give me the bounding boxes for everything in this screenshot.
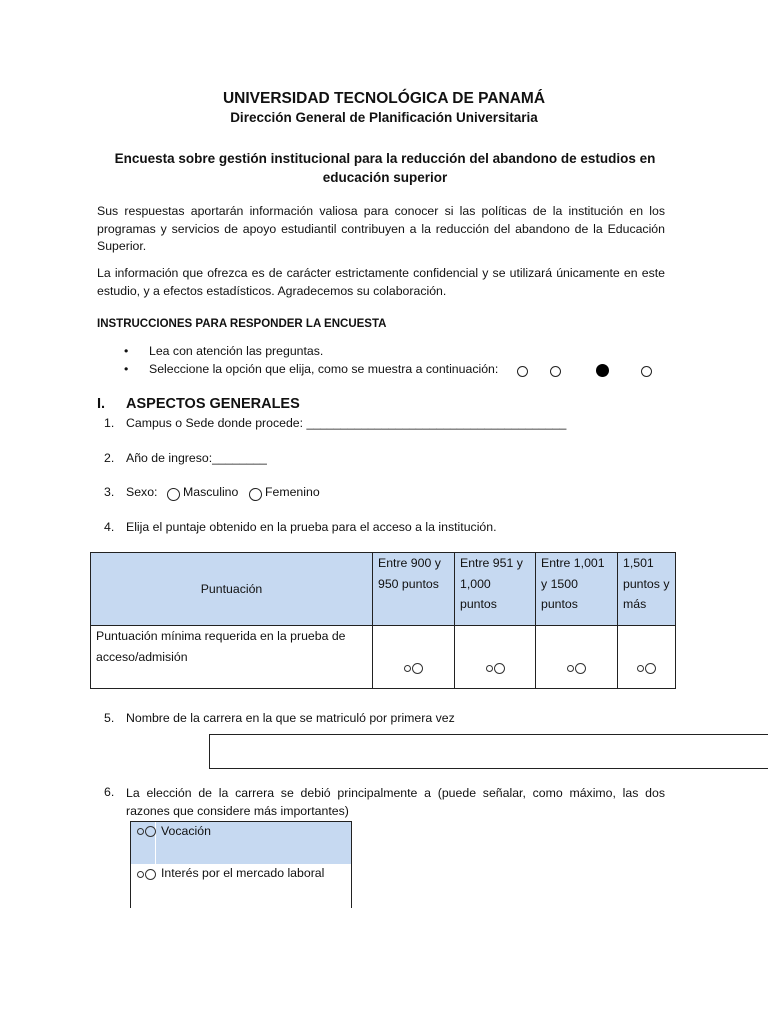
radio-icon[interactable] [412,663,423,674]
score-option-3[interactable] [536,626,618,689]
section-title: ASPECTOS GENERALES [126,396,300,412]
q6-option-vocacion[interactable] [130,821,352,864]
q6-radio-vocacion[interactable] [137,824,156,838]
question-6-number: 6. [104,785,115,799]
section-number: I. [97,396,106,412]
radio-icon[interactable] [645,663,656,674]
radio-small-icon [137,871,144,878]
example-radio-empty-3-icon [641,366,652,377]
score-option-1[interactable] [373,626,455,689]
university-title: UNIVERSIDAD TECNOLÓGICA DE PANAMÁ [222,90,546,107]
score-column-1: Entre 900 y 950 puntos [373,553,455,626]
question-text: Elija el puntaje obtenido en la prueba para el acceso a la institución. [126,520,497,534]
radio-small-icon [404,665,411,672]
score-table [90,552,676,689]
q6-option-label: Vocación [161,824,211,838]
option-femenino[interactable]: Femenino [265,485,320,499]
intro-paragraph-1: Sus respuestas aportarán información valiosa para conocer si las políticas de la institución en los programas y servicios de apoyo estudiantil contribuyen a la reducción del abandono de la Educación Superior. [97,204,665,253]
survey-title [110,149,660,187]
question-text: Nombre de la carrera en la que se matriculó por primera vez [126,711,455,725]
score-option-2[interactable] [455,626,536,689]
question-6-text: La elección de la carrera se debió principalmente a (puede señalar, como máximo, las dos razones que considere más importantes) [126,786,665,818]
question-number: 3. [104,485,115,499]
question-number: 1. [104,416,115,430]
instructions-title: INSTRUCCIONES PARA RESPONDER LA ENCUESTA [97,318,387,330]
radio-icon[interactable] [575,663,586,674]
radio-small-icon [637,665,644,672]
radio-icon[interactable] [145,826,156,837]
question-number: 2. [104,451,115,465]
bullet-icon: • [124,362,129,376]
score-option-4[interactable] [618,626,676,689]
survey-title-line1: Encuesta sobre gestión institucional para la reducción del abandono de estudios en [114,151,656,166]
survey-title-line2: educación superior [322,170,448,185]
example-radio-empty-1-icon [517,366,528,377]
q6-option-mercado-laboral[interactable] [130,864,352,908]
radio-icon[interactable] [494,663,505,674]
department-title: Dirección General de Planificación Universitaria [230,110,538,125]
score-header-cell: Puntuación [91,553,373,626]
question-number: 5. [104,711,115,725]
radio-icon[interactable] [145,869,156,880]
instruction-text-2: Seleccione la opción que elija, como se muestra a continuación: [149,362,499,376]
instruction-text-1: Lea con atención las preguntas. [149,344,324,358]
score-column-3: Entre 1,001 y 1500 puntos [536,553,618,626]
score-row-label: Puntuación mínima requerida en la prueba de acceso/admisión [91,626,373,689]
question-text: Año de ingreso:________ [126,451,267,465]
example-radio-empty-2-icon [550,366,561,377]
radio-small-icon [137,828,144,835]
bullet-icon: • [124,344,129,358]
question-text: Sexo: [126,485,158,499]
option-masculino[interactable]: Masculino [183,485,239,499]
score-column-4: 1,501 puntos y más [618,553,676,626]
score-table-header-row [91,553,676,626]
q6-radio-mercado-laboral[interactable] [137,867,156,881]
q6-option-label: Interés por el mercado laboral [161,866,325,880]
example-radio-filled-icon [596,364,609,377]
radio-small-icon [567,665,574,672]
radio-small-icon [486,665,493,672]
radio-femenino-icon[interactable] [249,488,262,501]
score-column-2: Entre 951 y 1,000 puntos [455,553,536,626]
question-number: 4. [104,520,115,534]
career-name-input[interactable] [209,734,768,769]
score-table-row [91,626,676,689]
intro-paragraph-2: La información que ofrezca es de carácter estrictamente confidencial y se utilizará únicamente en este estudio, y a efectos estadísticos. Agradecemos su colaboración. [97,266,665,298]
question-text: Campus o Sede donde procede: ______________________________________ [126,416,567,430]
radio-masculino-icon[interactable] [167,488,180,501]
